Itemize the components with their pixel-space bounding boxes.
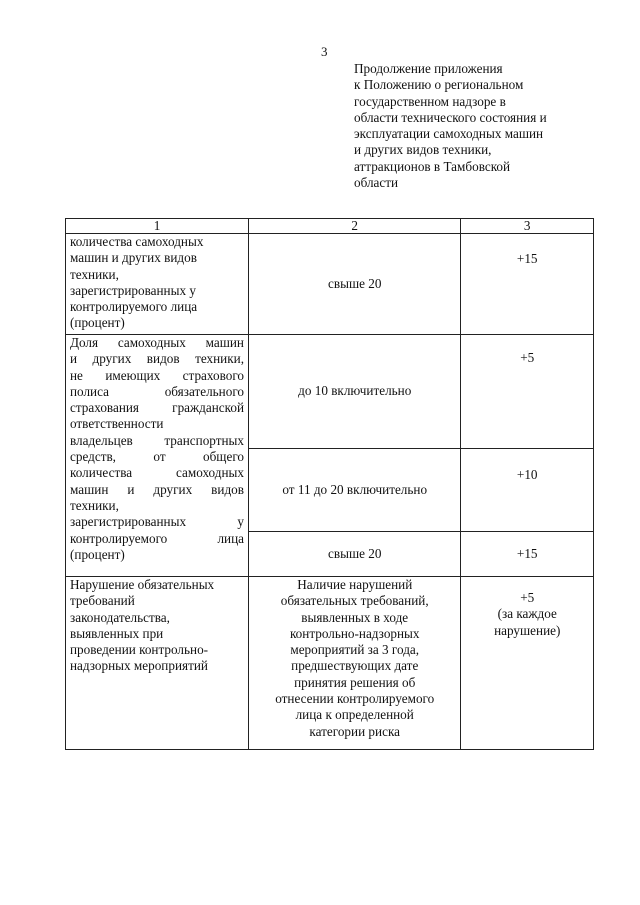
cell-line: мероприятий за 3 года, xyxy=(290,642,420,658)
header-cell-2: 2 xyxy=(249,219,461,234)
row2-value-cell: от 11 до 20 включительно xyxy=(249,449,461,532)
header-cell-1: 1 xyxy=(66,219,249,234)
table-row xyxy=(66,234,594,335)
row2-indicator-cell xyxy=(66,335,249,577)
cell-line: и других видов техники, xyxy=(70,351,244,367)
row3-value-cell xyxy=(249,577,461,750)
cell-line: выявленных в ходе xyxy=(301,609,409,625)
cell-line: зарегистрированных у xyxy=(70,282,196,298)
cell-line: страхования гражданской xyxy=(70,400,244,416)
cell-line: Доля самоходных машин xyxy=(70,335,244,350)
cell-line: выявленных при xyxy=(70,625,164,641)
cell-line: (процент) xyxy=(70,315,125,331)
cell-line: контролируемого лица xyxy=(70,530,244,546)
row2-value-cell: до 10 включительно xyxy=(249,335,461,449)
appendix-title-line: к Положению о региональном xyxy=(354,77,524,93)
cell-line: машин и других видов xyxy=(70,250,197,266)
cell-line: количества самоходных xyxy=(70,234,204,249)
row2-value-cell: свыше 20 xyxy=(249,532,461,577)
cell-line: не имеющих страхового xyxy=(70,367,244,383)
cell-line: Наличие нарушений xyxy=(297,577,413,592)
cell-line: Нарушение обязательных xyxy=(70,577,215,592)
cell-line: контрольно-надзорных xyxy=(289,625,420,641)
cell-line: техники, xyxy=(70,497,119,513)
table-row xyxy=(66,335,594,449)
cell-line: (процент) xyxy=(70,546,125,562)
header-cell-3: 3 xyxy=(461,219,594,234)
cell-line: проведении контрольно- xyxy=(70,642,209,658)
cell-line: полиса обязательного xyxy=(70,383,244,399)
criteria-table xyxy=(65,218,594,750)
row1-value-cell: свыше 20 xyxy=(249,234,461,335)
cell-line: отнесении контролируемого xyxy=(275,691,435,707)
table-header-row xyxy=(66,219,594,234)
cell-line: количества самоходных xyxy=(70,465,244,481)
appendix-title xyxy=(354,61,594,191)
row2-score-cell: +15 xyxy=(461,532,594,577)
cell-line: требований xyxy=(70,593,135,609)
appendix-title-line: Продолжение приложения xyxy=(354,61,503,76)
appendix-title-line: области xyxy=(354,175,399,191)
appendix-title-line: области технического состояния и xyxy=(354,109,547,125)
cell-line: законодательства, xyxy=(70,609,170,625)
row3-score-cell xyxy=(461,577,594,750)
row3-indicator-cell xyxy=(66,577,249,750)
appendix-title-line: государственном надзоре в xyxy=(354,93,506,109)
row2-score-cell: +5 xyxy=(461,335,594,449)
cell-line: нарушение) xyxy=(494,622,561,638)
cell-line: принятия решения об xyxy=(294,674,416,690)
cell-line: категории риска xyxy=(309,723,401,739)
cell-line: машин и других видов xyxy=(70,481,244,497)
row2-score-cell: +10 xyxy=(461,449,594,532)
page-number: 3 xyxy=(321,44,328,59)
appendix-title-line: и других видов техники, xyxy=(354,142,492,158)
cell-line: ответственности xyxy=(70,416,164,432)
cell-line: обязательных требований, xyxy=(280,593,429,609)
row1-indicator-cell xyxy=(66,234,249,335)
cell-line: +5 xyxy=(520,590,535,605)
cell-line: лица к определенной xyxy=(295,707,414,723)
cell-line: средств, от общего xyxy=(70,449,244,465)
cell-line: техники, xyxy=(70,266,119,282)
appendix-title-line: эксплуатации самоходных машин xyxy=(354,126,544,142)
cell-line: зарегистрированных у xyxy=(70,514,244,530)
cell-line: (за каждое xyxy=(497,606,557,622)
cell-line: надзорных мероприятий xyxy=(70,658,208,674)
cell-line: контролируемого лица xyxy=(70,299,198,315)
cell-line: владельцев транспортных xyxy=(70,432,244,448)
appendix-title-line: аттракционов в Тамбовской xyxy=(354,158,511,174)
cell-line: предшествующих дате xyxy=(291,658,419,674)
row1-score-cell: +15 xyxy=(461,234,594,335)
table-row xyxy=(66,577,594,750)
